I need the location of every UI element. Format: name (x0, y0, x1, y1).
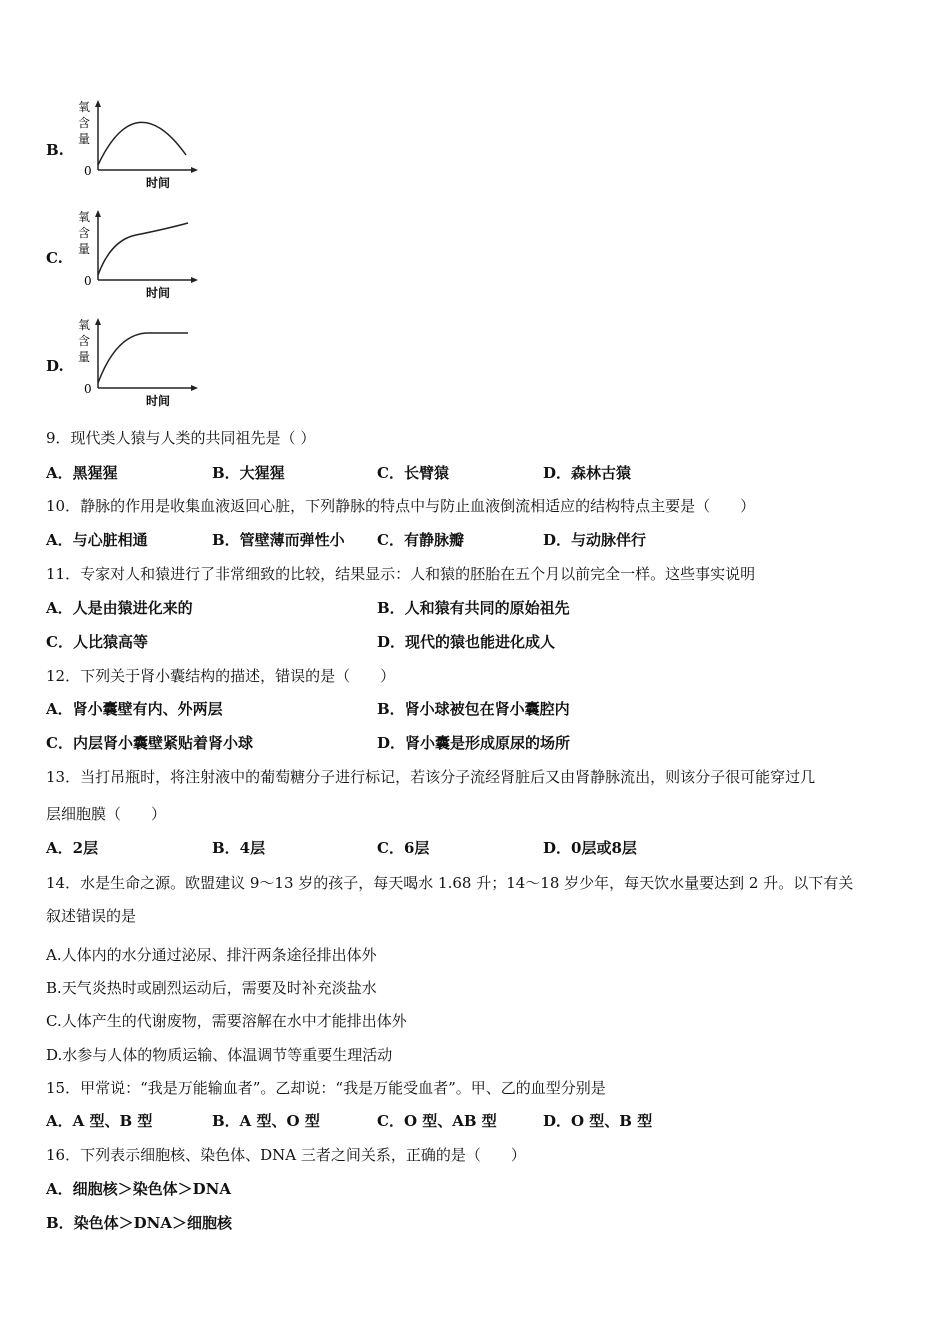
origin-label: 0 (84, 164, 92, 178)
y-arrow (95, 100, 101, 107)
q9-option-a: A．黑猩猩 (46, 464, 118, 482)
question-9-stem: 9．现代类人猿与人类的共同祖先是（ ） (46, 429, 316, 447)
q14-option-d: D.水参与人体的物质运输、体温调节等重要生理活动 (46, 1046, 393, 1064)
q11-option-b: B．人和猿有共同的原始祖先 (377, 599, 570, 617)
ylabel-char: 量 (78, 132, 91, 146)
graph-option-d (46, 313, 346, 423)
graph-option-b (46, 95, 346, 205)
oxygen-graph-b (76, 95, 246, 195)
ylabel-char: 含 (78, 226, 91, 240)
curve (98, 223, 188, 275)
q13-option-d: D．0层或8层 (543, 839, 637, 857)
y-arrow (95, 318, 101, 325)
graph-option-c (46, 205, 346, 315)
q16-option-b: B．染色体＞DNA＞细胞核 (46, 1214, 233, 1232)
q13-option-b: B．4层 (212, 839, 266, 857)
q10-option-c: C．有静脉瓣 (377, 531, 464, 549)
oxygen-graph-c (76, 205, 246, 305)
ylabel-char: 量 (78, 350, 91, 364)
q9-option-b: B．大猩猩 (212, 464, 285, 482)
q15-option-a: A．A 型、B 型 (46, 1112, 153, 1130)
q12-option-c: C．内层肾小囊壁紧贴着肾小球 (46, 734, 253, 752)
q10-option-a: A．与心脏相通 (46, 531, 148, 549)
curve (98, 122, 186, 165)
oxygen-graph-d (76, 313, 246, 413)
q13-option-c: C．6层 (377, 839, 430, 857)
question-12-stem: 12．下列关于肾小囊结构的描述，错误的是（ ） (46, 667, 396, 685)
question-10-stem: 10．静脉的作用是收集血液返回心脏，下列静脉的特点中与防止血液倒流相适应的结构特点主要是（ ） (46, 497, 756, 515)
ylabel-char: 氧 (78, 100, 91, 114)
x-arrow (191, 385, 198, 391)
q12-option-b: B．肾小球被包在肾小囊腔内 (377, 700, 570, 718)
question-16-stem: 16．下列表示细胞核、染色体、DNA 三者之间关系，正确的是（ ） (46, 1146, 526, 1164)
q13-option-a: A．2层 (46, 839, 99, 857)
q14-option-b: B.天气炎热时或剧烈运动后，需要及时补充淡盐水 (46, 979, 377, 997)
q15-option-c: C．O 型、AB 型 (377, 1112, 497, 1130)
xlabel: 时间 (146, 286, 171, 300)
question-11-stem: 11．专家对人和猿进行了非常细致的比较，结果显示：人和猿的胚胎在五个月以前完全一样。这些事实说明 (46, 565, 756, 583)
option-label: D. (46, 357, 64, 375)
q9-option-c: C．长臂猿 (377, 464, 449, 482)
q12-option-a: A．肾小囊壁有内、外两层 (46, 700, 223, 718)
xlabel: 时间 (146, 394, 171, 408)
y-arrow (95, 210, 101, 217)
q10-option-d: D．与动脉伴行 (543, 531, 647, 549)
x-arrow (191, 167, 198, 173)
question-14-stem: 14．水是生命之源。欧盟建议 9～13 岁的孩子，每天喝水 1.68 升；14～18 岁少年，每天饮水量要达到 2 升。以下有关 (46, 874, 854, 892)
q14-option-a: A.人体内的水分通过泌尿、排汗两条途径排出体外 (46, 946, 377, 964)
question-14-stem-cont: 叙述错误的是 (46, 907, 137, 925)
xlabel: 时间 (146, 176, 171, 190)
origin-label: 0 (84, 382, 92, 396)
question-13-stem: 13．当打吊瓶时，将注射液中的葡萄糖分子进行标记，若该分子流经肾脏后又由肾静脉流出，则该分子很可能穿过几 (46, 768, 816, 786)
origin-label: 0 (84, 274, 92, 288)
q12-option-d: D．肾小囊是形成原尿的场所 (377, 734, 571, 752)
q14-option-c: C.人体产生的代谢废物，需要溶解在水中才能排出体外 (46, 1012, 407, 1030)
q11-option-c: C．人比猿高等 (46, 633, 148, 651)
question-13-stem-cont: 层细胞膜（ ） (46, 805, 167, 823)
q11-option-d: D．现代的猿也能进化成人 (377, 633, 556, 651)
option-label: C. (46, 249, 63, 267)
question-15-stem: 15．甲常说：“我是万能输血者”。乙却说：“我是万能受血者”。甲、乙的血型分别是 (46, 1079, 606, 1097)
curve (98, 333, 188, 383)
ylabel-char: 含 (78, 116, 91, 130)
q9-option-d: D．森林古猿 (543, 464, 632, 482)
x-arrow (191, 277, 198, 283)
q15-option-d: D．O 型、B 型 (543, 1112, 653, 1130)
ylabel-char: 氧 (78, 318, 91, 332)
q10-option-b: B．管壁薄而弹性小 (212, 531, 345, 549)
q15-option-b: B．A 型、O 型 (212, 1112, 320, 1130)
ylabel-char: 氧 (78, 210, 91, 224)
ylabel-char: 量 (78, 242, 91, 256)
q11-option-a: A．人是由猿进化来的 (46, 599, 193, 617)
option-label: B. (46, 141, 64, 159)
q16-option-a: A．细胞核＞染色体＞DNA (46, 1180, 231, 1198)
ylabel-char: 含 (78, 334, 91, 348)
